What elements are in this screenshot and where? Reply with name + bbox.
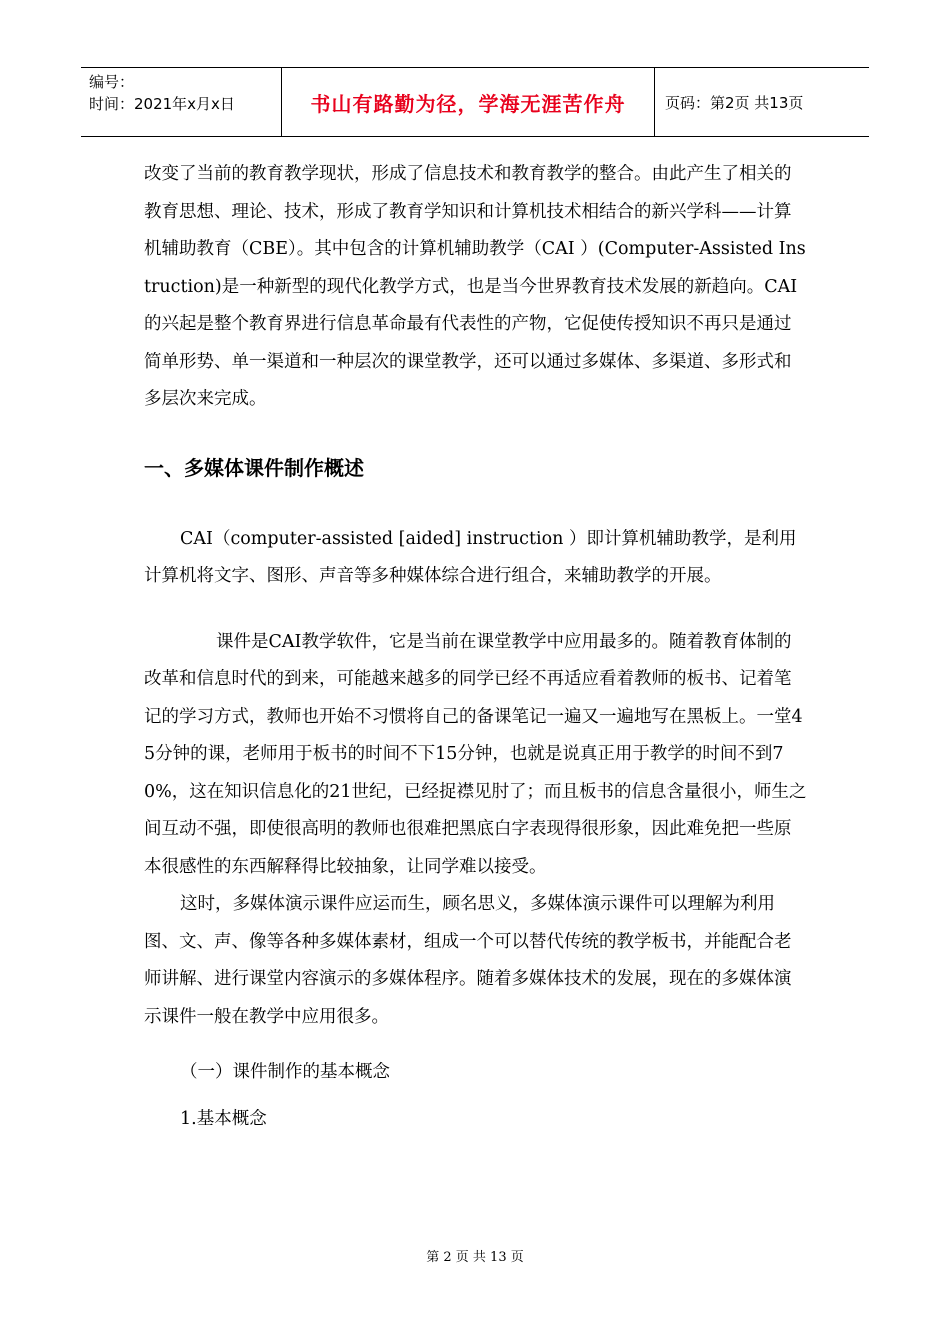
subheading-2: 1.基本概念 [180,1109,267,1129]
header-time: 时间：2021年x月x日 [89,95,235,113]
paragraph-1: 改变了当前的教育教学现状，形成了信息技术和教育教学的整合。由此产生了相关的教育思想、理论、技术，形成了教育学知识和计算机技术相结合的新兴学科——计算机辅助教育（CBE）。其中包含的计算机辅助教学（CAI ）(Computer-Assisted Instruction)是一种新型的现代化教学方式，也是当今世界教育技术发展的新趋向。CAI的兴起是整个教育界进行信息革命最有代表性的产物，它促使传授知识不再只是通过简单形势、单一渠道和一种层次的课堂教学，还可以通过多媒体、多渠道、多形式和多层次来完成。 [144,164,806,409]
page-footer: 第 2 页 共 13 页 [426,1250,524,1265]
document-body [144,156,808,1130]
header-number: 编号： [89,73,135,91]
paragraph-2: CAI（computer-assisted [aided] instruction ）即计算机辅助教学，是利用计算机将文字、图形、声音等多种媒体综合进行组合，来辅助教学的开展。 [144,528,797,586]
header-meta [81,68,281,136]
paragraph-3: 课件是CAI教学软件，它是当前在课堂教学中应用最多的。随着教育体制的改革和信息时代的到来，可能越来越多的同学已经不再适应看着教师的板书、记着笔记的学习方式，教师也开始不习惯将自己的备课笔记一遍又一遍地写在黑板上。一堂45分钟的课，老师用于板书的时间不下15分钟，也就是说真正用于教学的时间不到70%，这在知识信息化的21世纪，已经捉襟见肘了；而且板书的信息含量很小，师生之间互动不强，即使很高明的教师也很难把黑底白字表现得很形象，因此难免把一些原本很感性的东西解释得比较抽象，让同学难以接受。 [144,631,807,877]
header-page-number: 页码：第2页 共13页 [665,93,804,112]
section-heading: 一、多媒体课件制作概述 [144,455,364,480]
header-motto: 书山有路勤为径，学海无涯苦作舟 [281,68,655,136]
paragraph-4: 这时，多媒体演示课件应运而生，顾名思义，多媒体演示课件可以理解为利用图、文、声、像等各种多媒体素材，组成一个可以替代传统的教学板书，并能配合老师讲解、进行课堂内容演示的多媒体程序。随着多媒体技术的发展，现在的多媒体演示课件一般在教学中应用很多。 [144,894,792,1027]
subheading-1: （一）课件制作的基本概念 [180,1062,390,1082]
page-header [81,67,869,137]
